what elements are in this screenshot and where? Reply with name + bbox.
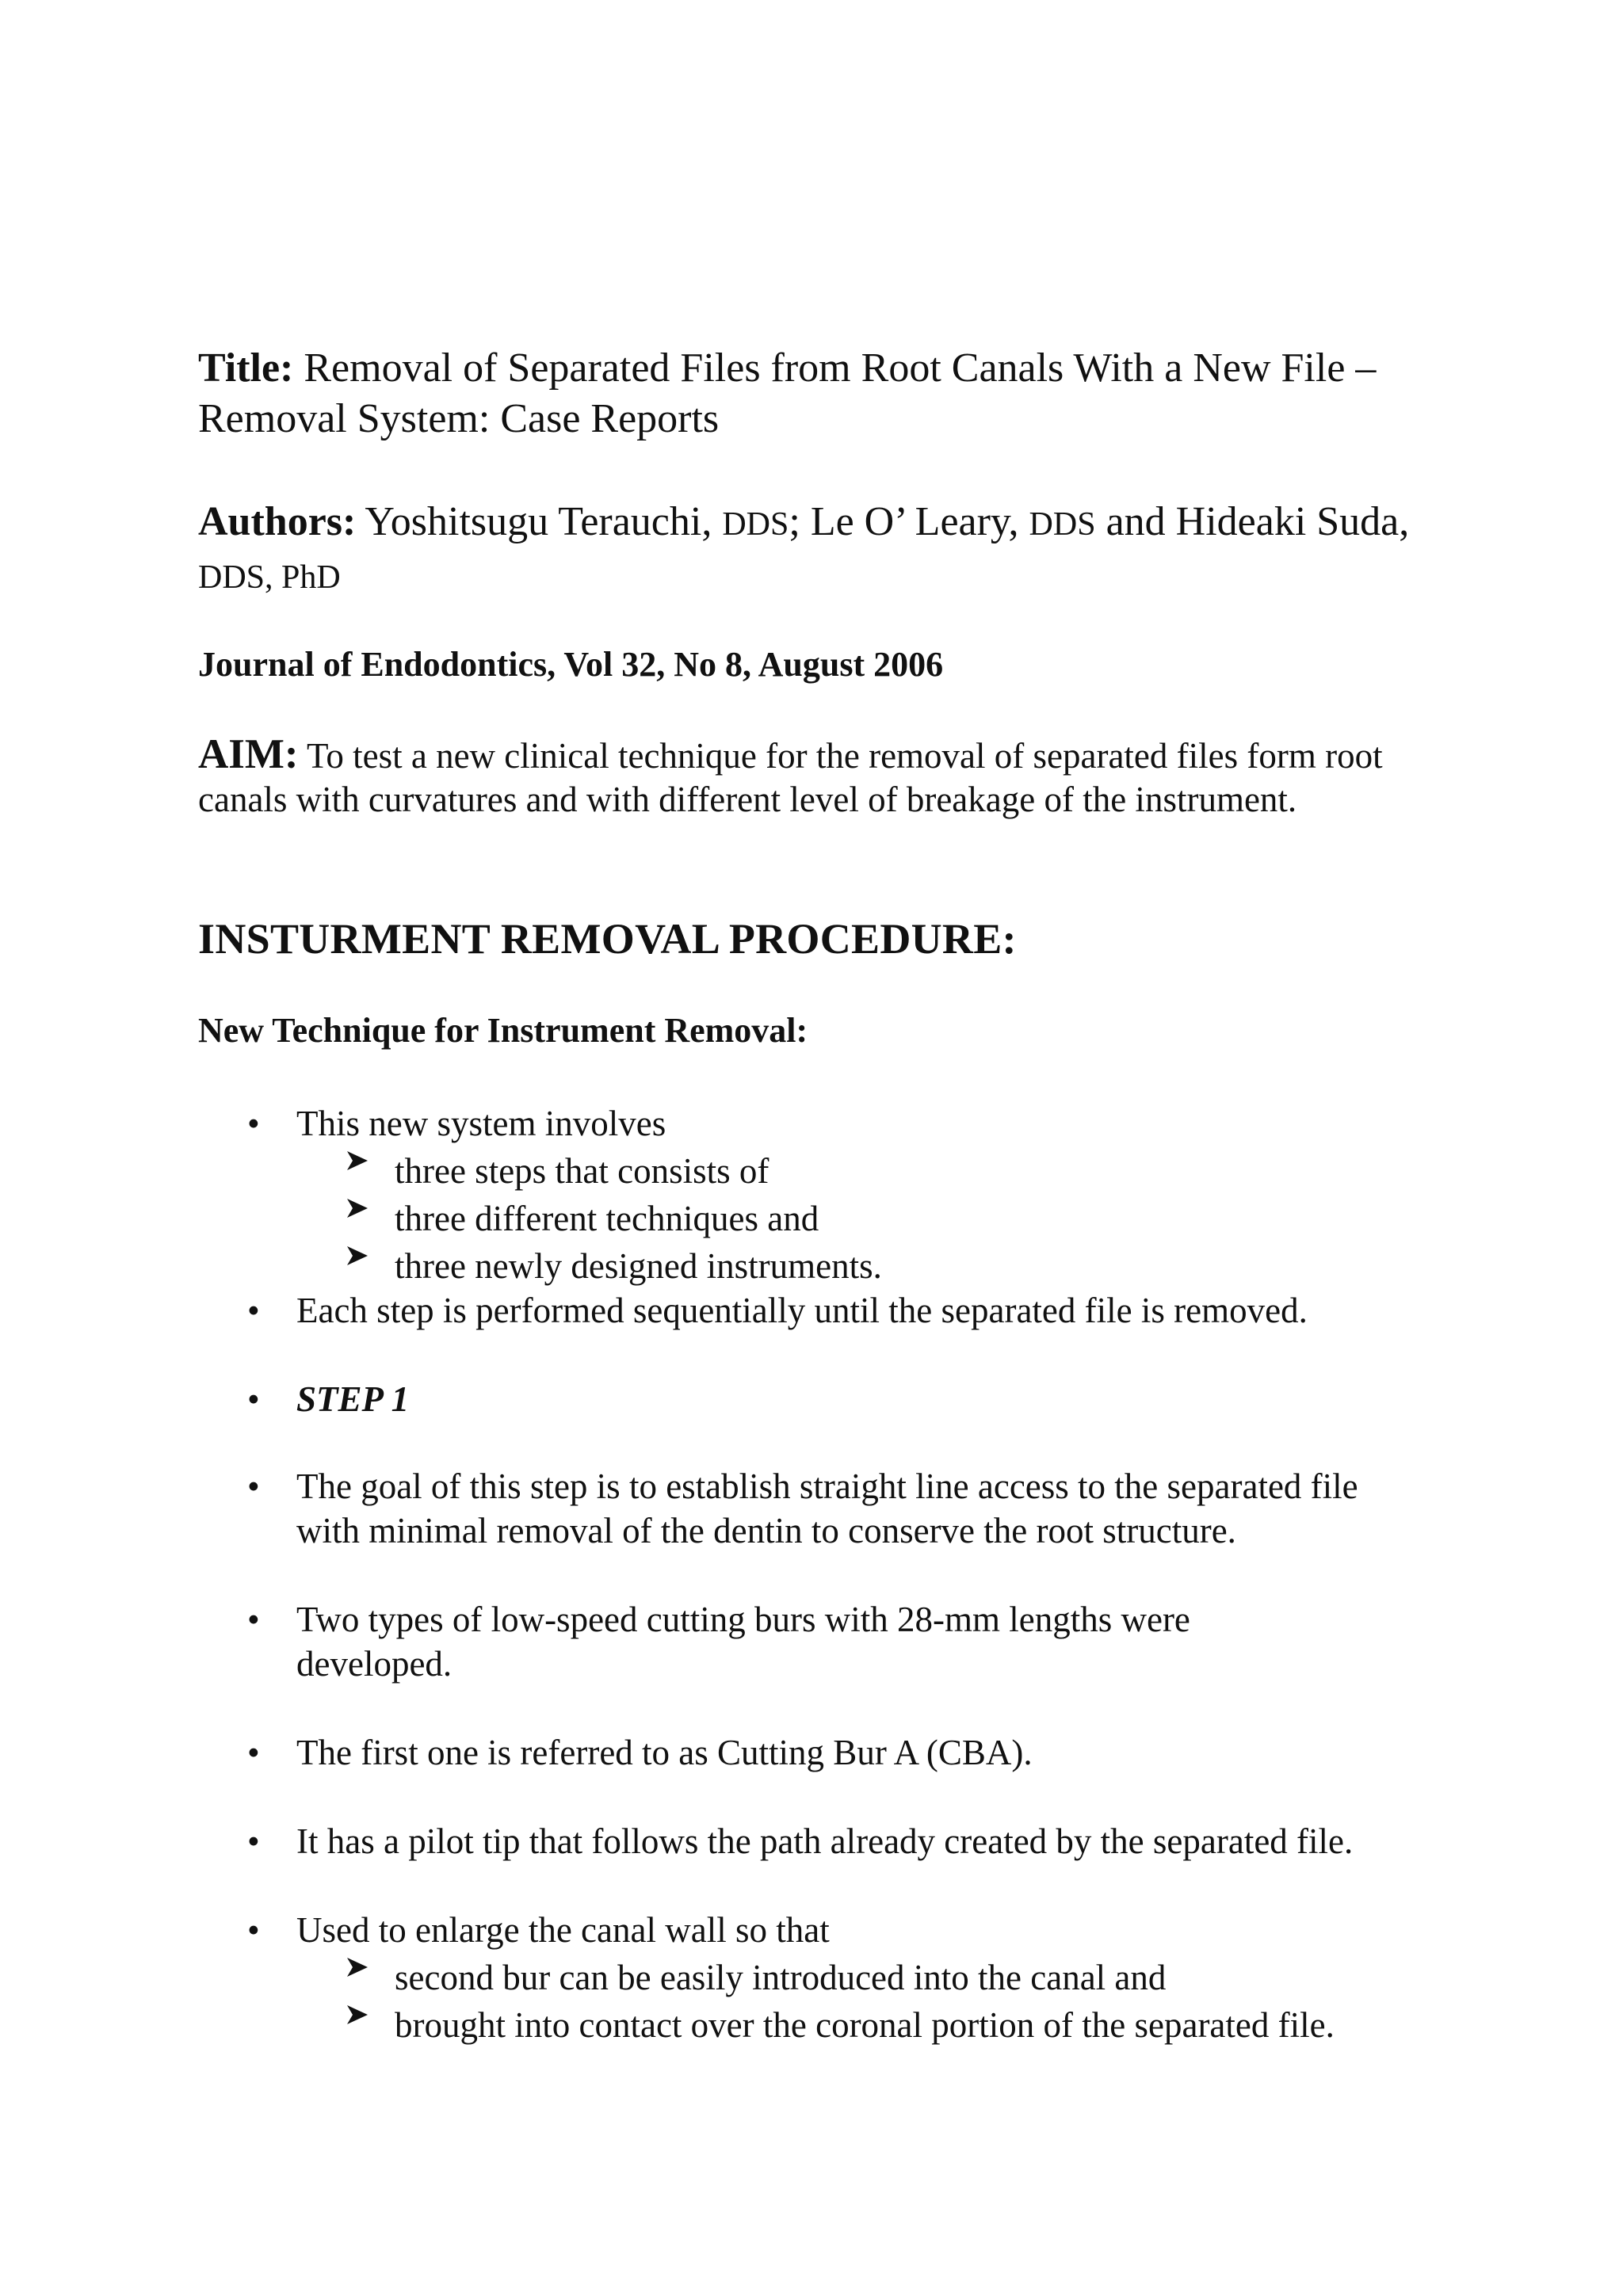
- aim-block: [198, 733, 1434, 822]
- author-3-degree: DDS, PhD: [198, 559, 341, 596]
- bullet-marker: •: [247, 1291, 260, 1330]
- journal-citation: Journal of Endodontics, Vol 32, No 8, August 2006: [198, 645, 944, 684]
- author-2-degree: DDS: [1029, 506, 1096, 543]
- sub-item-instruments: three newly designed instruments.: [395, 1246, 882, 1286]
- sub-item-steps: three steps that consists of: [395, 1151, 769, 1191]
- list-item-burs: Two types of low-speed cutting burs with 28-mm lengths were developed.: [296, 1600, 1190, 1684]
- arrow-bullet-icon: [346, 1149, 377, 1173]
- bullet-marker: •: [247, 1104, 260, 1143]
- technique-heading: New Technique for Instrument Removal:: [198, 1011, 808, 1050]
- bullet-marker: •: [247, 1910, 260, 1950]
- list-item-system: This new system involves: [296, 1104, 666, 1143]
- arrow-bullet-icon: [346, 2003, 377, 2027]
- sub-item-techniques: three different techniques and: [395, 1199, 819, 1238]
- list-item-enlarge: Used to enlarge the canal wall so that: [296, 1910, 830, 1950]
- list-item-goal: The goal of this step is to establish straight line access to the separated file with minimal removal of the dentin to conserve the root structure.: [296, 1466, 1358, 1550]
- list-item-cba: The first one is referred to as Cutting Bur A (CBA).: [296, 1733, 1033, 1772]
- author-2-name: Le O’ Leary,: [810, 499, 1019, 544]
- bullet-marker: •: [247, 1379, 260, 1419]
- author-1-degree: DDS: [722, 506, 789, 543]
- author-separator-1: ;: [789, 499, 800, 544]
- procedure-heading: INSTURMENT REMOVAL PROCEDURE:: [198, 915, 1017, 963]
- arrow-bullet-icon: [346, 1955, 377, 1979]
- arrow-bullet-icon: [346, 1196, 377, 1220]
- list-item-pilot-tip: It has a pilot tip that follows the path already created by the separated file.: [296, 1821, 1354, 1861]
- arrow-bullet-icon: [346, 1244, 377, 1268]
- author-1-name: Yoshitsugu Terauchi,: [365, 499, 712, 544]
- aim-text: To test a new clinical technique for the removal of separated files form root canals with curvatures and with different level of breakage of the instrument.: [198, 736, 1383, 819]
- bullet-marker: •: [247, 1821, 260, 1861]
- aim-label: AIM:: [198, 731, 299, 777]
- sub-item-second-bur: second bur can be easily introduced into the canal and: [395, 1958, 1167, 1997]
- authors-block: [198, 497, 1434, 603]
- title-block: [198, 343, 1434, 444]
- title-text: Removal of Separated Files from Root Canals With a New File – Removal System: Case Reports: [198, 345, 1377, 441]
- title-label: Title:: [198, 345, 294, 391]
- step-1-heading: STEP 1: [296, 1379, 410, 1419]
- bullet-marker: •: [247, 1600, 260, 1639]
- bullet-marker: •: [247, 1466, 260, 1506]
- sub-item-contact: brought into contact over the coronal portion of the separated file.: [395, 2005, 1335, 2045]
- bullet-marker: •: [247, 1733, 260, 1772]
- authors-label: Authors:: [198, 499, 357, 544]
- list-item-sequential: Each step is performed sequentially until the separated file is removed.: [296, 1291, 1308, 1330]
- author-3-name: and Hideaki Suda,: [1106, 499, 1410, 544]
